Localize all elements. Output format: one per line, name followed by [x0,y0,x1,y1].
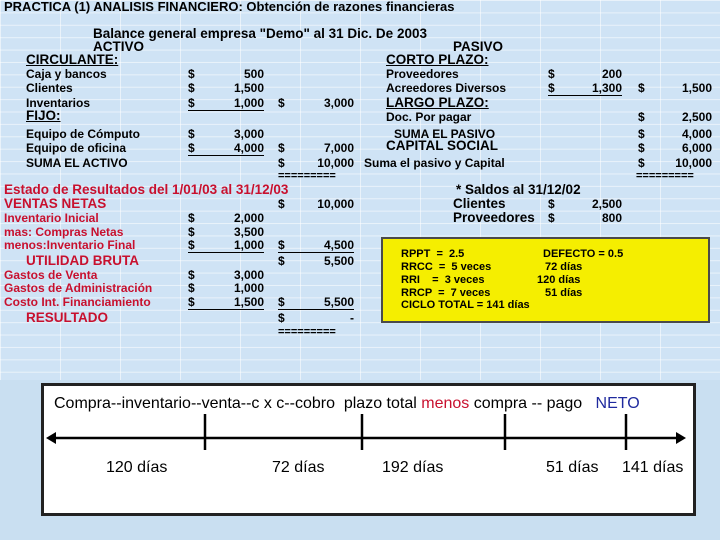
dollar-sign: $ [278,295,354,310]
caption-menos: menos [421,395,470,412]
pasivo-heading: PASIVO [453,39,504,54]
equipo-oficina-value: 4,000 [233,141,264,155]
dollar-sign: $ [638,141,645,155]
capital-label: CAPITAL SOCIAL [386,138,499,153]
rrcp-days: 51 días [545,287,583,299]
dollar-sign: $ [638,81,645,95]
timeline-line [44,386,693,513]
dollar-sign: $ [278,96,285,110]
corto-plazo-label: CORTO PLAZO: [386,52,489,67]
balance-heading: Balance general empresa "Demo" al 31 Dic. De 2003 [93,26,427,41]
suma-pasivo-label: SUMA EL PASIVO [394,127,496,141]
fijo-total: 7,000 [323,141,354,155]
dollar-sign: $ [188,281,195,295]
activo-heading: ACTIVO [93,39,145,54]
dollar-sign: $ [638,127,645,141]
ventas-label: VENTAS NETAS [4,196,107,211]
ciclo-total: CICLO TOTAL = 141 días [401,299,530,311]
dollar-sign: $ [638,110,645,124]
dollar-sign: $ [548,197,555,211]
dollar-sign: $ [548,81,622,96]
clientes-value: 1,500 [233,81,264,95]
double-underline: ========= [278,170,336,182]
rri-ratio: RRI = 3 veces [401,274,485,286]
label-51-dias: 51 días [546,459,599,476]
capital-value: 6,000 [681,141,712,155]
inv-inicial-value: 2,000 [233,211,264,225]
resultado-label: RESULTADO [26,310,108,325]
rrcc-ratio: RRCC = 5 veces [401,261,492,273]
double-underline: ========= [278,326,336,338]
inv-inicial-label: Inventario Inicial [4,211,99,225]
proveedores-value: 200 [601,67,622,81]
suma-pasivo-value: 4,000 [681,127,712,141]
inv-final-value: 1,000 [233,238,264,252]
dollar-sign: $ [278,141,285,155]
dollar-sign: $ [638,156,645,170]
dollar-sign: $ [278,197,285,211]
page-title: PRACTICA (1) ANALISIS FINANCIERO: Obtención de razones financieras [4,0,455,14]
compras-value: 3,500 [233,225,264,239]
compras-label: mas: Compras Netas [4,225,124,239]
suma-activo-label: SUMA EL ACTIVO [26,156,128,170]
equipo-computo-value: 3,000 [233,127,264,141]
fijo-label: FIJO: [26,108,61,123]
dollar-sign: $ [188,295,264,310]
saldos-heading: * Saldos al 31/12/02 [456,182,581,197]
dollar-sign: $ [188,81,195,95]
rri-days: 120 días [537,274,581,286]
label-141-dias: 141 días [622,459,684,476]
doc-pagar-label: Doc. Por pagar [386,110,472,124]
saldos-clientes-label: Clientes [453,196,506,211]
caption-neto: NETO [595,395,640,412]
label-120-dias: 120 días [106,459,168,476]
timeline-panel [41,383,696,516]
ratios-box [381,237,710,323]
gastos-admin-label: Gastos de Administración [4,281,153,295]
dollar-sign: $ [278,156,285,170]
ventas-value: 10,000 [317,197,354,211]
gastos-venta-label: Gastos de Venta [4,268,98,282]
costo-financiero-value: 1,500 [233,295,264,309]
dollar-sign: $ [188,238,264,253]
dollar-sign: $ [188,225,195,239]
dollar-sign: $ [278,238,354,253]
caja-value: 500 [243,67,264,81]
largo-plazo-label: LARGO PLAZO: [386,95,489,110]
suma-pasivo-capital-label: Suma el pasivo y Capital [364,156,505,170]
dollar-sign: $ [188,268,195,282]
inventarios-label: Inventarios [26,96,91,110]
gastos-total-value: 5,500 [323,295,354,309]
caption-text-2: compra -- pago [469,395,596,412]
resultado-value: - [350,311,354,325]
inv-final-label: menos:Inventario Final [4,238,136,252]
double-underline: ========= [636,170,694,182]
dollar-sign: $ [188,211,195,225]
circulante-label: CIRCULANTE: [26,52,119,67]
gastos-venta-value: 3,000 [233,268,264,282]
suma-activo-value: 10,000 [317,156,354,170]
label-192-dias: 192 días [382,459,444,476]
costo-ventas-value: 4,500 [323,238,354,252]
saldos-proveedores-label: Proveedores [453,210,535,225]
rppt-ratio: RPPT = 2.5 [401,248,465,260]
doc-pagar-value: 2,500 [681,110,712,124]
gastos-admin-value: 1,000 [233,281,264,295]
dollar-sign: $ [188,96,264,111]
rrcc-days: 72 días [545,261,583,273]
dollar-sign: $ [278,311,285,325]
clientes-label: Clientes [26,81,73,95]
saldos-clientes-value: 2,500 [591,197,622,211]
suma-pasivo-capital-value: 10,000 [675,156,712,170]
dollar-sign: $ [548,67,555,81]
circulante-total: 3,000 [323,96,354,110]
equipo-computo-label: Equipo de Cómputo [26,127,140,141]
equipo-oficina-label: Equipo de oficina [26,141,127,155]
resultados-heading: Estado de Resultados del 1/01/03 al 31/12/03 [4,182,289,197]
saldos-proveedores-value: 800 [601,211,622,225]
inventarios-value: 1,000 [233,96,264,110]
defecto-ratio: DEFECTO = 0.5 [543,248,624,260]
rrcp-ratio: RRCP = 7 veces [401,287,491,299]
acreedores-value: 1,300 [591,81,622,95]
acreedores-label: Acreedores Diversos [386,81,507,95]
utilidad-label: UTILIDAD BRUTA [26,253,139,268]
dollar-sign: $ [278,254,285,268]
caja-label: Caja y bancos [26,67,107,81]
proveedores-label: Proveedores [386,67,459,81]
caption-text: Compra--inventario--venta--c x c--cobro plazo total [54,395,422,412]
dollar-sign: $ [188,127,195,141]
utilidad-value: 5,500 [323,254,354,268]
corto-plazo-total: 1,500 [681,81,712,95]
dollar-sign: $ [188,67,195,81]
dollar-sign: $ [188,141,264,156]
dollar-sign: $ [548,211,555,225]
label-72-dias: 72 días [272,459,325,476]
costo-financiero-label: Costo Int. Financiamiento [4,295,151,309]
